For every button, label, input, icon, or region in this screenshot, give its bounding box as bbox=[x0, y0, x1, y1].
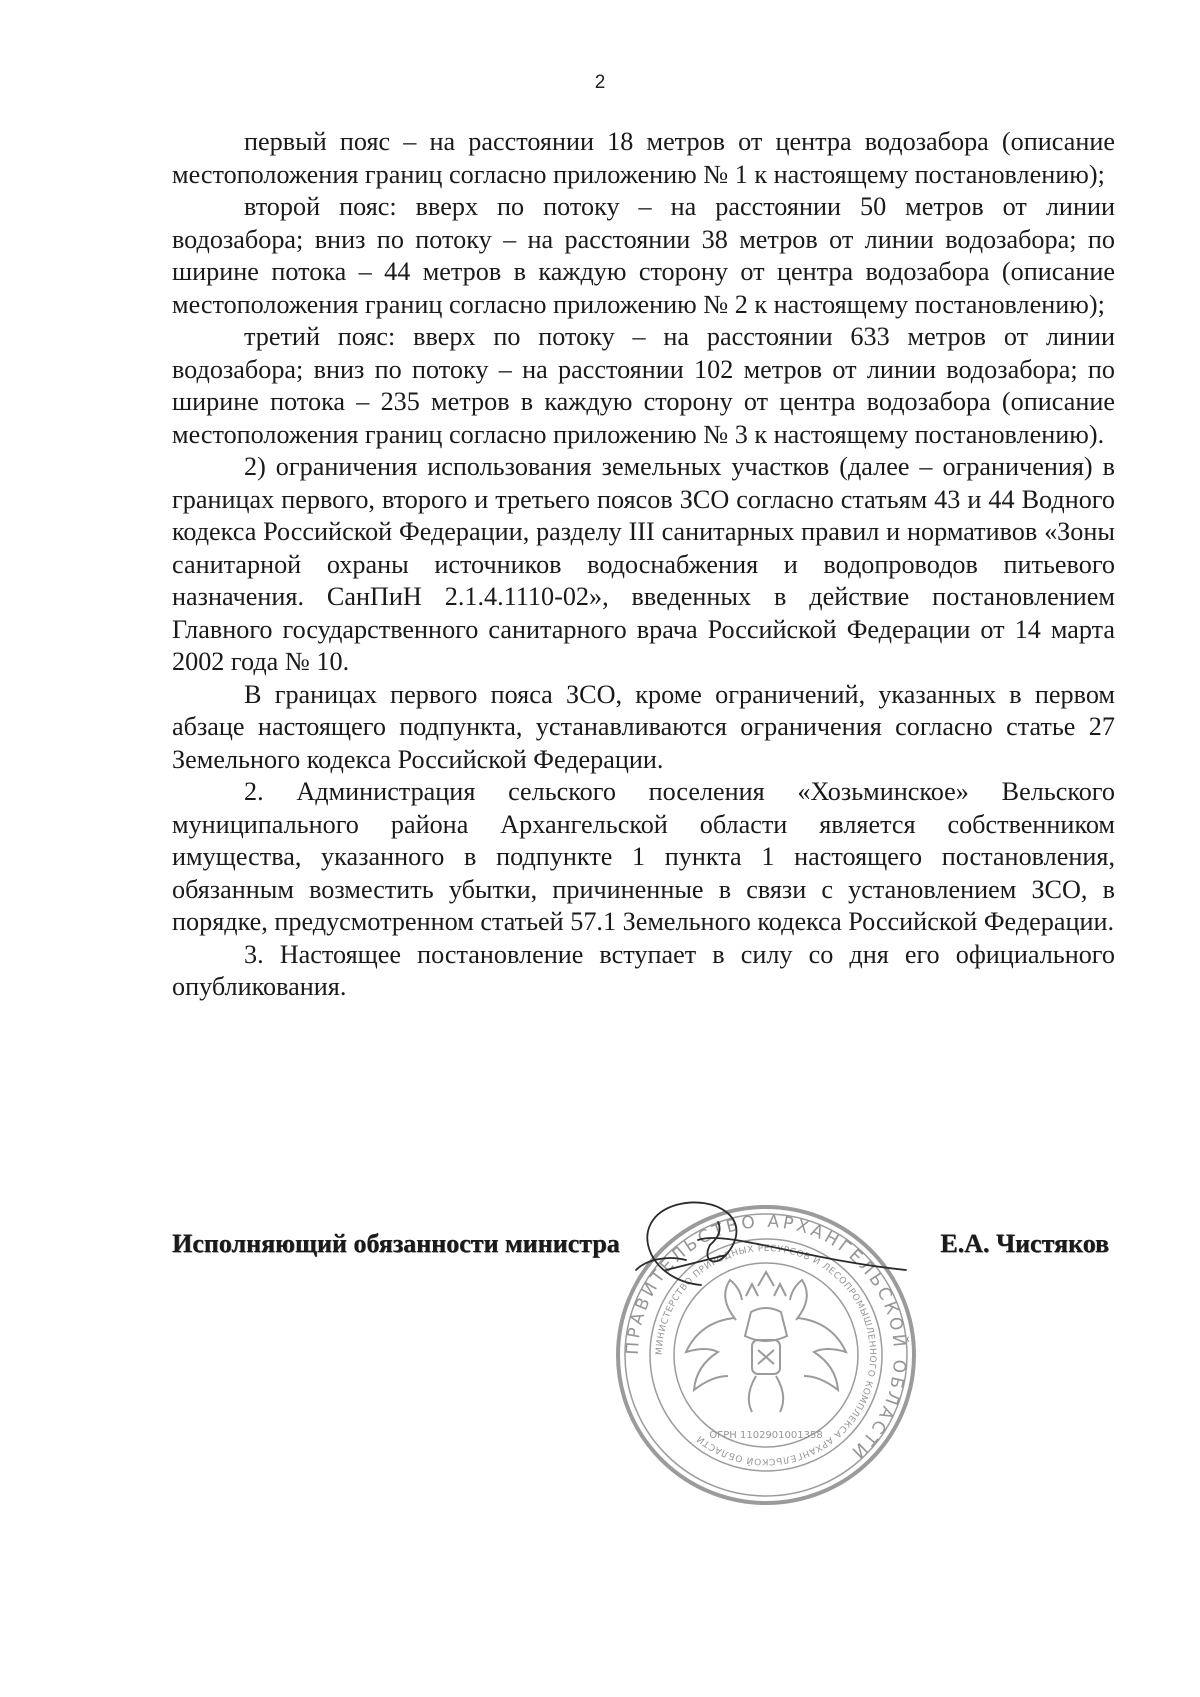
paragraph-administration-owner: 2. Администрация сельского поселения «Хозьминское» Вельского муниципального района Архангельской области является собственником имущества, указанного в подпункте 1 пункта 1 настоящего постановления, обязанным возместить убытки, причиненные в связи с установлением ЗСО, в порядке, предусмотренном статьей 57.1 Земельного кодекса Российской Федерации. bbox=[172, 777, 1115, 936]
paragraph-entry-into-force: 3. Настоящее постановление вступает в силу со дня его официального опубликования. bbox=[172, 939, 1115, 1001]
paragraph-third-belt: третий пояс: вверх по потоку – на расстоянии 633 метров от линии водозабора; вниз по потоку – на расстоянии 102 метров от линии водозабора; по ширине потока – 235 метров в каждую сторону от центра водозабора (описание местоположения границ согласно приложению № 3 к настоящему постановлению). bbox=[172, 322, 1115, 449]
seal-ogrn-text: ОГРН 1102901001358 bbox=[709, 1430, 823, 1441]
official-seal-image bbox=[606, 1200, 926, 1510]
signatory-position: Исполняющий обязанности министра bbox=[172, 1229, 620, 1258]
paragraph-first-belt: первый пояс – на расстоянии 18 метров от центра водозабора (описание местоположения границ согласно приложению № 1 к настоящему постановлению); bbox=[172, 127, 1115, 189]
signatory-name: Е.А. Чистяков bbox=[940, 1229, 1109, 1258]
paragraph-second-belt: второй пояс: вверх по потоку – на расстоянии 50 метров от линии водозабора; вниз по потоку – на расстоянии 38 метров от линии водозабора; по ширине потока – 44 метров в каждую сторону от центра водозабора (описание местоположения границ согласно приложению № 2 к настоящему постановлению); bbox=[172, 192, 1115, 319]
paragraph-land-restrictions: 2) ограничения использования земельных участков (далее – ограничения) в границах первого, второго и третьего поясов ЗСО согласно статьям 43 и 44 Водного кодекса Российской Федерации, разделу III санитарных правил и нормативов «Зоны санитарной охраны источников водоснабжения и водопроводов питьевого назначения. СанПиН 2.1.4.1110-02», введенных в действие постановлением Главного государственного санитарного врача Российской Федерации от 14 марта 2002 года № 10. bbox=[172, 452, 1115, 676]
document-body bbox=[172, 126, 1115, 1004]
paragraph-first-belt-restrictions: В границах первого пояса ЗСО, кроме ограничений, указанных в первом абзаце настоящего подпункта, устанавливаются ограничения согласно статье 27 Земельного кодекса Российской Федерации. bbox=[172, 679, 1115, 774]
eagle-emblem-icon bbox=[686, 1272, 846, 1412]
page-number: 2 bbox=[594, 72, 606, 93]
seal-inner-text: МИНИСТЕРСТВО ПРИРОДНЫХ РЕСУРСОВ И ЛЕСОПРОМЫШЛЕННОГО КОМПЛЕКСА АРХАНГЕЛЬСКОЙ ОБЛАСТИ bbox=[654, 1243, 878, 1467]
seal-outer-text: ПРАВИТЕЛЬСТВО АРХАНГЕЛЬСКОЙ ОБЛАСТИ bbox=[622, 1211, 910, 1464]
